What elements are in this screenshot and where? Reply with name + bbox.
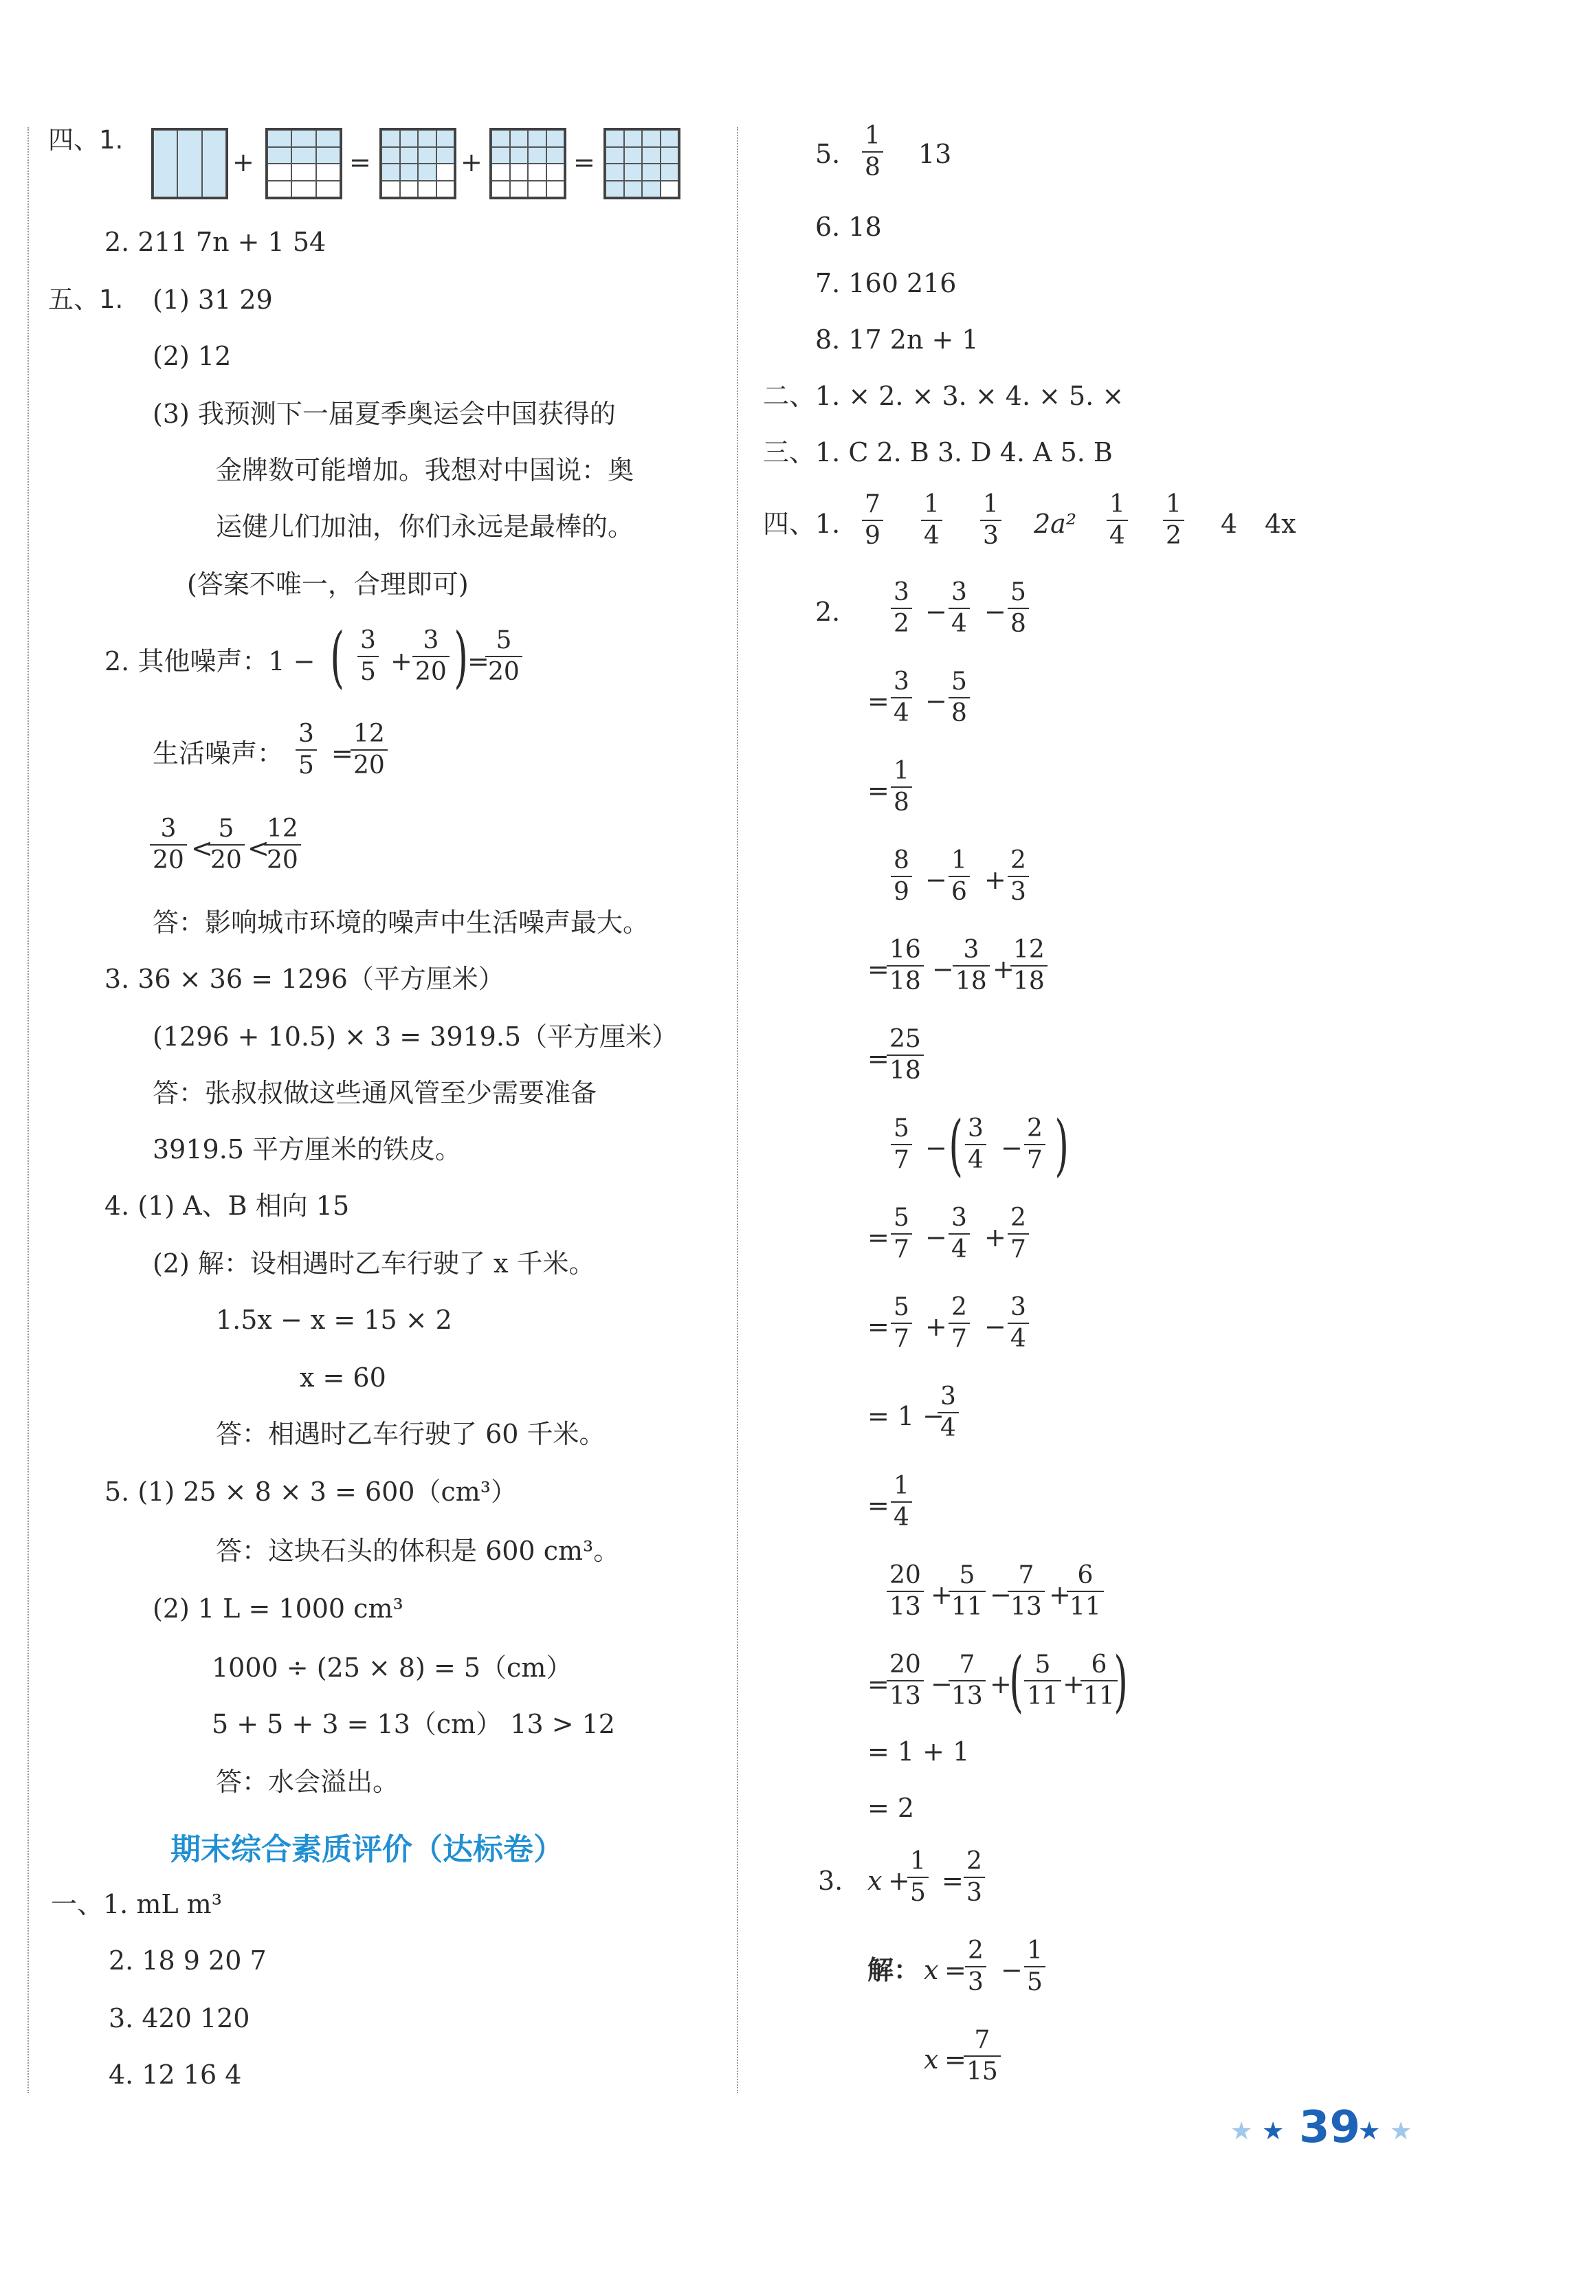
fraction: $\frac{3}{18}$ [953,935,990,997]
less-than-sign: < [247,833,269,863]
fraction: $\frac{5}{8}$ [1008,577,1029,639]
variable-x: x [867,1866,883,1896]
plus-sign: + [232,147,254,177]
fraction: $\frac{5}{7}$ [891,1203,912,1265]
fraction: $\frac{3}{4}$ [949,1203,970,1265]
minus-sign: − [925,1222,947,1252]
answer-line: 8. 17 2n + 1 [815,324,979,355]
fraction: $\frac{3}{20}$ [412,626,450,687]
fraction: $\frac{1}{8}$ [891,756,912,818]
plus-sign: + [931,1580,953,1610]
fraction: $\frac{2}{3}$ [965,1936,986,1998]
fraction: $\frac{12}{18}$ [1010,935,1048,997]
fraction: $\frac{1}{4}$ [1107,489,1128,551]
fraction: $\frac{1}{5}$ [907,1846,929,1908]
answer-line: (3) 我预测下一届夏季奥运会中国获得的 [153,399,616,429]
answer-line: 2a² [1034,509,1077,539]
plus-sign: + [984,865,1006,895]
answer-line: 5 + 5 + 3 = 13（cm） 13 > 12 [212,1709,615,1739]
equals-sign: = [331,738,353,769]
answer-line: 7. 160 216 [815,268,957,298]
equals-sign: = [349,147,371,177]
fraction: $\frac{5}{11}$ [949,1560,986,1622]
fraction: $\frac{2}{7}$ [1008,1203,1029,1265]
minus-sign: − [931,1669,953,1699]
minus-sign: − [1001,1133,1023,1163]
answer-line: 2. [815,597,841,627]
fraction: $\frac{3}{4}$ [938,1382,959,1444]
left-paren: ( [330,619,345,696]
fraction: $\frac{5}{20}$ [485,626,522,687]
fraction: $\frac{7}{13}$ [949,1650,986,1712]
fraction: $\frac{7}{15}$ [964,2025,1001,2087]
answer-line: 2. 211 7n + 1 54 [104,227,326,257]
answer-line: 生活噪声： [153,738,284,769]
less-than-sign: < [191,833,213,863]
answer-line: = 2 [867,1793,915,1823]
fraction: $\frac{12}{20}$ [264,814,301,876]
answer-line: 1.5x − x = 15 × 2 [216,1305,452,1335]
variable-x: x [924,2044,939,2075]
answer-line: 2. 其他噪声：1 − [104,646,315,676]
equals-sign: = [867,1222,889,1252]
fraction: $\frac{16}{18}$ [887,935,924,997]
equals-sign: = [867,1044,889,1074]
fraction: $\frac{3}{4}$ [1008,1292,1029,1354]
fraction: $\frac{8}{9}$ [891,846,912,907]
minus-sign: − [990,1580,1012,1610]
grid-figure-5 [603,128,680,199]
fraction: $\frac{2}{7}$ [949,1292,970,1354]
fraction: $\frac{2}{3}$ [1008,846,1029,907]
fraction: $\frac{1}{4}$ [891,1471,912,1533]
answer-line: 2. 18 9 20 7 [109,1945,267,1976]
plus-sign: + [461,147,483,177]
fraction: $\frac{2}{7}$ [1024,1114,1045,1175]
fraction: $\frac{1}{5}$ [1024,1936,1045,1998]
section-5-label: 五、1. [48,285,124,314]
minus-sign: − [984,597,1006,627]
fraction: $\frac{3}{20}$ [150,814,187,876]
solution-label: 解： [867,1954,920,1985]
fraction: $\frac{2}{3}$ [964,1846,985,1908]
right-paren: ) [1054,1107,1069,1184]
equals-sign: = [467,646,489,676]
fraction: $\frac{20}{13}$ [887,1560,924,1622]
left-paren: ( [1009,1643,1024,1720]
answer-line: 答：张叔叔做这些通风管至少需要准备 [153,1078,597,1108]
plus-sign: + [1063,1669,1085,1699]
column-divider-left [27,127,29,2093]
fraction: $\frac{3}{5}$ [357,626,379,687]
equals-sign: = [867,1312,889,1342]
answer-line: 4 [1221,509,1238,539]
answer-line: (2) 1 L = 1000 cm³ [153,1593,403,1624]
plus-sign: + [390,646,412,676]
section-4-label: 四、1. [48,125,124,155]
fraction: $\frac{7}{13}$ [1008,1560,1045,1622]
fraction: $\frac{5}{7}$ [891,1114,912,1175]
section-title: 期末综合素质评价（达标卷） [170,1832,564,1867]
star-icon: ★ [1358,2117,1381,2145]
answer-line: 二、1. × 2. × 3. × 4. × 5. × [763,381,1124,411]
fraction: $\frac{3}{4}$ [965,1114,986,1175]
minus-sign: − [925,1133,947,1163]
equals-sign: = [944,1955,966,1985]
variable-x: x [924,1955,939,1985]
answer-line: 13 [918,139,952,169]
fraction: $\frac{6}{11}$ [1080,1650,1118,1712]
answer-line: = 1 − [867,1401,945,1431]
plus-sign: + [888,1866,910,1896]
fraction: $\frac{3}{4}$ [891,667,912,729]
right-paren: ) [1113,1643,1129,1720]
fraction: $\frac{1}{6}$ [949,846,970,907]
plus-sign: + [990,1669,1012,1699]
star-icon: ★ [1390,2117,1412,2145]
answer-line: 金牌数可能增加。我想对中国说：奥 [216,455,634,485]
plus-sign: + [984,1222,1006,1252]
answer-line: 四、1. [763,509,841,539]
answer-line: (1) 31 29 [153,285,273,315]
grid-figure-3 [379,128,456,199]
grid-figure-2 [265,128,342,199]
answer-line: 4. 12 16 4 [109,2060,242,2090]
equals-sign: = [867,1490,889,1521]
answer-line: 6. 18 [815,212,882,242]
answer-line: x = 60 [300,1362,386,1393]
minus-sign: − [925,686,947,716]
answer-line: 一、1. mL m³ [51,1889,222,1919]
fraction: $\frac{3}{5}$ [296,719,317,781]
fraction: $\frac{6}{11}$ [1067,1560,1104,1622]
plus-sign: + [993,954,1015,984]
equals-sign: = [867,775,889,806]
column-divider-center [737,127,738,2093]
answer-line: (2) 12 [153,341,232,371]
equals-sign: = [867,686,889,716]
answer-line: 三、1. C 2. B 3. D 4. A 5. B [763,437,1113,467]
fraction: $\frac{1}{2}$ [1163,489,1184,551]
answer-line: 4. (1) A、B 相向 15 [104,1191,350,1221]
answer-line: 答：相遇时乙车行驶了 60 千米。 [216,1419,606,1449]
minus-sign: − [925,597,947,627]
answer-line: (2) 解：设相遇时乙车行驶了 x 千米。 [153,1248,595,1279]
plus-sign: + [925,1312,947,1342]
equals-sign: = [944,2044,966,2075]
minus-sign: − [984,1312,1006,1342]
minus-sign: − [1001,1955,1023,1985]
equals-sign: = [867,1669,889,1699]
answer-line: (1296 + 10.5) × 3 = 3919.5（平方厘米） [153,1022,678,1052]
answer-line: 1000 ÷ (25 × 8) = 5（cm） [212,1653,573,1683]
fraction: $\frac{3}{4}$ [949,577,970,639]
right-paren: ) [454,619,469,696]
answer-line: (答案不唯一，合理即可) [187,569,469,599]
answer-line: 答：这块石头的体积是 600 cm³。 [216,1536,620,1566]
fraction: $\frac{20}{13}$ [887,1650,924,1712]
answer-line: 答：影响城市环境的噪声中生活噪声最大。 [153,907,650,938]
fraction: $\frac{5}{11}$ [1024,1650,1061,1712]
fraction: $\frac{5}{7}$ [891,1292,912,1354]
equals-sign: = [867,954,889,984]
fraction: $\frac{7}{9}$ [862,489,883,551]
fraction: $\frac{12}{20}$ [351,719,388,781]
fraction: $\frac{25}{18}$ [887,1024,924,1086]
fraction: $\frac{5}{8}$ [949,667,970,729]
grid-figure-1 [151,128,228,199]
answer-line: 运健儿们加油，你们永远是最棒的。 [216,511,634,542]
fraction: $\frac{1}{3}$ [980,489,1001,551]
left-paren: ( [949,1107,964,1184]
plus-sign: + [1049,1580,1071,1610]
minus-sign: − [925,865,947,895]
equals-sign: = [573,147,595,177]
answer-line: 5. (1) 25 × 8 × 3 = 600（cm³） [104,1477,518,1507]
answer-line: 3919.5 平方厘米的铁皮。 [153,1134,462,1164]
answer-line: 4x [1265,509,1296,539]
star-icon: ★ [1230,2117,1253,2145]
equals-sign: = [942,1866,964,1896]
fraction: $\frac{5}{20}$ [208,814,245,876]
page-number: 39 [1299,2102,1361,2153]
answer-line: 3. 36 × 36 = 1296（平方厘米） [104,964,505,994]
fraction: $\frac{1}{4}$ [921,489,942,551]
answer-line: 3. 420 120 [109,2003,250,2033]
fraction: $\frac{3}{2}$ [891,577,912,639]
minus-sign: − [932,954,954,984]
answer-line: 5. [815,139,841,169]
answer-line: = 1 + 1 [867,1736,970,1767]
answer-line: 3. [818,1866,843,1896]
fraction: $\frac{1}{8}$ [862,121,883,183]
grid-figure-4 [489,128,566,199]
star-icon: ★ [1262,2117,1285,2145]
answer-line: 答：水会溢出。 [216,1767,399,1797]
